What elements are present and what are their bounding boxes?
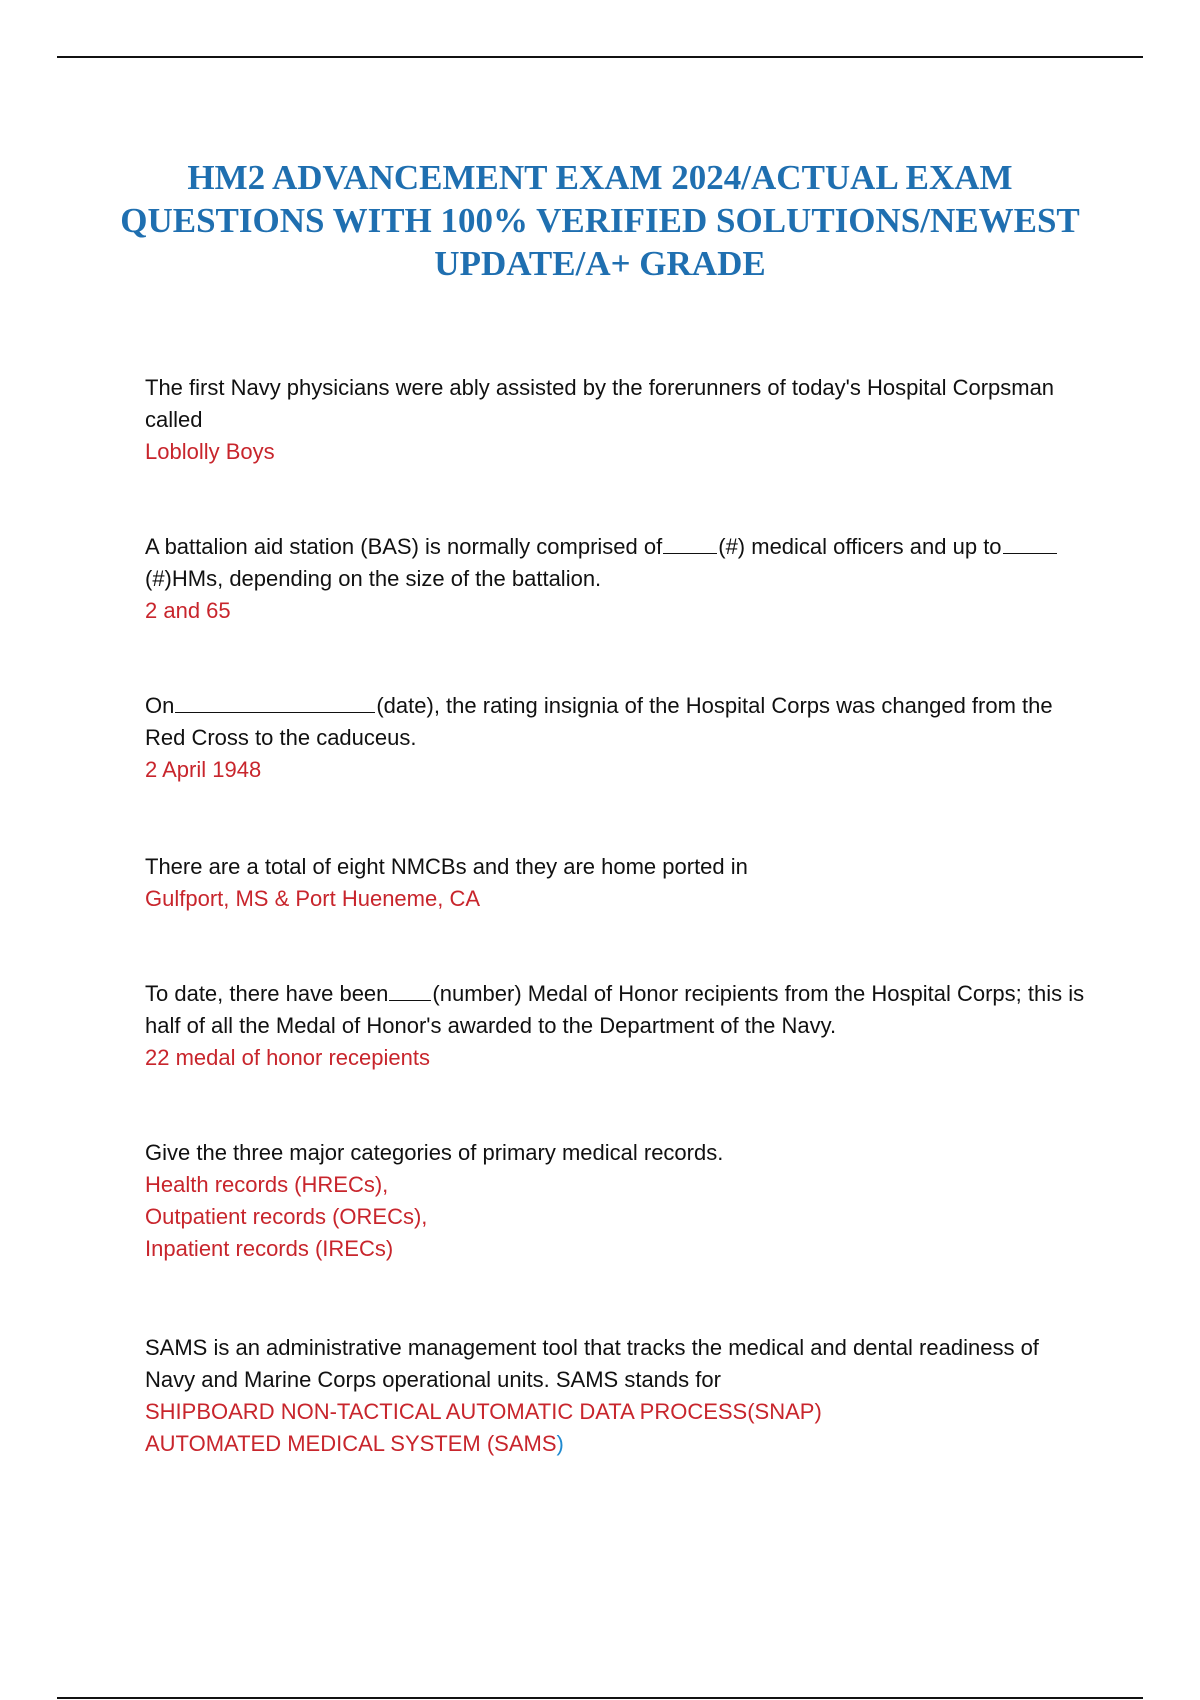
answer-text: Outpatient records (ORECs), [145,1204,428,1229]
question-part: (number) Medal of Honor recipients from the Hospital Corps; this is half of all the Medal of Honor's awarded to the Department of the Navy. [145,981,1085,1038]
fill-in-blank [389,980,431,1001]
top-rule [57,56,1143,58]
qa-item-5 [145,978,1085,1074]
question-text [145,531,1085,595]
answer-text: SHIPBOARD NON-TACTICAL AUTOMATIC DATA PROCESS(SNAP) [145,1399,822,1424]
answer-closing-paren: ) [556,1431,564,1456]
question-part: A battalion aid station (BAS) is normally comprised of [145,534,663,559]
question-text: There are a total of eight NMCBs and they are home ported in [145,854,748,879]
fill-in-blank [175,692,375,713]
qa-item-4 [145,851,1085,915]
answer-text: Inpatient records (IRECs) [145,1236,394,1261]
question-part: (date), the rating insignia of the Hospital Corps was changed from the Red Cross to the caduceus. [145,693,1053,750]
fill-in-blank [1003,533,1057,554]
fill-in-blank [663,533,717,554]
question-text [145,978,1085,1042]
qa-item-3 [145,690,1085,786]
question-text: The first Navy physicians were ably assisted by the forerunners of today's Hospital Corpsman called [145,375,1055,432]
qa-item-7 [145,1332,1085,1460]
question-part: To date, there have been [145,981,389,1006]
qa-item-1 [145,372,1085,468]
question-part: (#)HMs, depending on the size of the battalion. [145,566,602,591]
bottom-rule [57,1697,1143,1699]
question-text: Give the three major categories of primary medical records. [145,1140,724,1165]
question-text [145,690,1085,754]
question-part: (#) medical officers and up to [718,534,1002,559]
qa-item-6 [145,1137,1085,1265]
answer-text: Loblolly Boys [145,439,275,464]
answer-text: Gulfport, MS & Port Hueneme, CA [145,886,481,911]
document-title: HM2 ADVANCEMENT EXAM 2024/ACTUAL EXAM QUESTIONS WITH 100% VERIFIED SOLUTIONS/NEWEST UPDATE/A+ GRADE [120,158,1080,283]
answer-part: AUTOMATED MEDICAL SYSTEM (SAMS [145,1431,557,1456]
qa-item-2 [145,531,1085,627]
answer-text: Health records (HRECs), [145,1172,389,1197]
question-text: SAMS is an administrative management tool that tracks the medical and dental readiness of Navy and Marine Corps operational units. SAMS stands for [145,1335,1039,1392]
answer-text: 2 April 1948 [145,757,262,782]
answer-text: 22 medal of honor recepients [145,1045,430,1070]
question-part: On [145,693,175,718]
answer-text: 2 and 65 [145,598,231,623]
answer-text [145,1428,1085,1460]
